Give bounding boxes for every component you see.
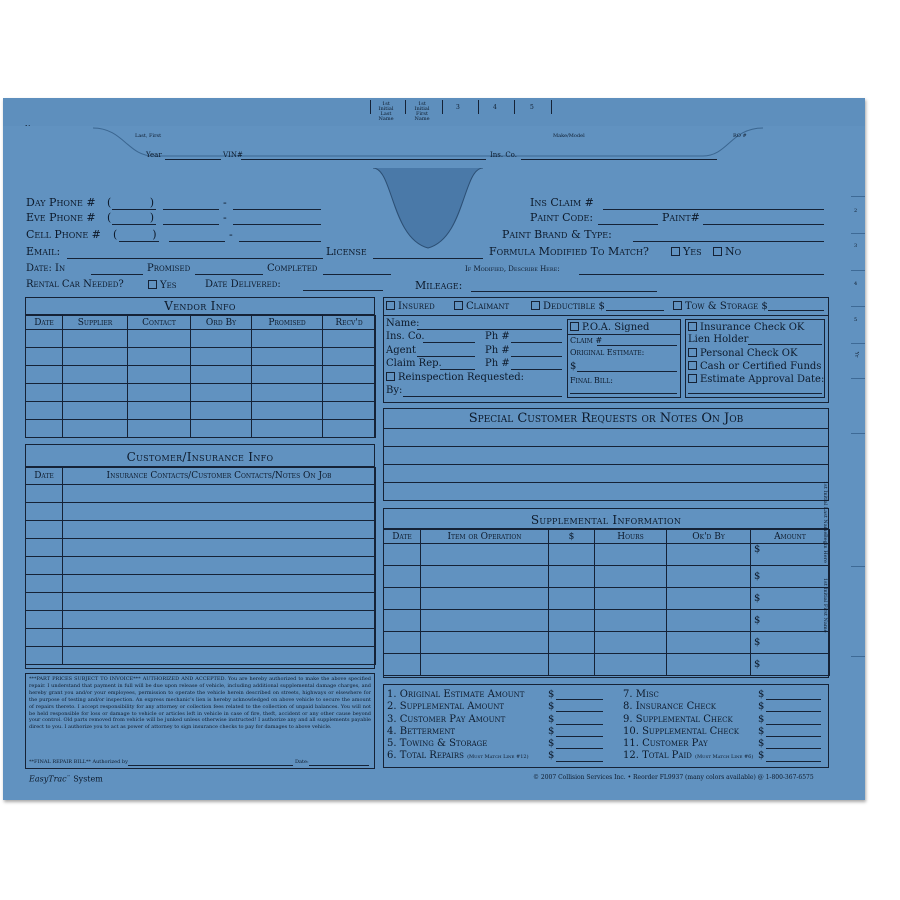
paint-brand-label: Paint Brand & Type:: [502, 228, 612, 241]
total-line-6: 6. Total Repairs: [387, 750, 464, 762]
tab-divider: [442, 100, 443, 114]
table-row: $: [384, 544, 830, 566]
paint-number-label: Paint#: [662, 211, 700, 224]
if-modified-label: If Modified, Describe Here:: [465, 265, 560, 273]
claim-rep-label: Claim Rep.: [386, 358, 442, 369]
supp-col-okd-by: Ok'd By: [667, 530, 751, 544]
total-line-4: 4. Betterment: [387, 725, 456, 737]
copyright-text: © 2007 Collision Services Inc. • Reorder FL9937 (many colors available) @ 1-800-367-6575: [533, 774, 814, 781]
personal-check-ok[interactable]: Personal Check OK: [688, 348, 797, 359]
mileage-label: Mileage:: [415, 279, 463, 292]
formula-yes-label: Yes: [683, 245, 702, 258]
total-line-8: 8. Insurance Check: [623, 701, 717, 713]
date-in-label: Date: In: [26, 263, 66, 274]
supp-col-amount: Amount: [751, 530, 830, 544]
ph3-label: Ph #: [485, 358, 510, 369]
ins-co-label-2: Ins. Co.: [386, 331, 425, 342]
auth-date-label: Date:: [295, 759, 309, 765]
totals-left: [387, 689, 529, 764]
table-row: [26, 611, 376, 629]
side-label-first-name: 1st Initial First Name: [822, 578, 828, 633]
customer-col-notes: Insurance Contacts/Customer Contacts/Notes On Job: [63, 468, 376, 485]
tab-label-2: 1st Initial First Name: [414, 101, 430, 122]
license-label: License: [326, 245, 367, 258]
ins-name-label: Name:: [386, 318, 420, 329]
rental-label: Rental Car Needed?: [26, 279, 124, 290]
side-label-begin-here: Begin Here: [822, 534, 828, 563]
vin-label: VIN#: [223, 151, 243, 159]
insured-check[interactable]: Insured: [386, 301, 435, 312]
year-label: Year: [146, 151, 162, 159]
totals-left-dollars: $ $ $ $ $ $: [548, 689, 555, 762]
supplemental-table: [383, 529, 830, 676]
date-delivered-label: Date Delivered:: [205, 279, 281, 290]
ph2-label: Ph #: [485, 345, 510, 356]
lien-holder-label: Lien Holder: [688, 334, 749, 345]
customer-info-title: Customer/Insurance Info: [126, 450, 274, 464]
ph1-label: Ph #: [485, 331, 510, 342]
table-row: [26, 575, 376, 593]
tab-divider: [405, 100, 406, 114]
vendor-col-date: Date: [26, 316, 63, 330]
table-row: $: [384, 566, 830, 588]
table-row: [26, 503, 376, 521]
total-line-12-note: (Must Match Line #6): [695, 754, 754, 761]
completed-label: Completed: [267, 263, 318, 274]
authorization-text: ***PART PRICES SUBJECT TO INVOICE*** AUTHORIZED AND ACCEPTED. You are hereby authorized to make the above specified repair. I understand that payment in full will be due upon release of vehicle, including additional supplemental damage charges, and hereby grant you and/or your employees, permission to operate the vehicle herein described on streets, highways or elsewhere for the purpose of testing and/or inspection. An express mechanic's lien is hereby acknowledged on above vehicle to secure the amount of repairs thereto. I accept responsibility for any attorney or collection fees related to the collection of unpaid balances. You will not be held responsible for loss or damage to vehicle or articles left in vehicle in case of fire, theft, accident or any other cause beyond your control. Old parts removed from vehicle will be junked unless otherwise instructed! I authorize any and all supplements payable direct to you. I authorize you to act as power of attorney to sign insurance checks to pay for damages to above vehicle.: [29, 676, 371, 731]
supp-col-date: Date: [384, 530, 421, 544]
supplemental-title: Supplemental Information: [530, 513, 682, 527]
ro-label: RO #: [733, 133, 747, 139]
table-row: $: [384, 610, 830, 632]
total-line-5: 5. Towing & Storage: [387, 738, 488, 750]
tab-label-5: 5: [530, 104, 534, 111]
cash-certified-check[interactable]: Cash or Certified Funds: [688, 361, 821, 372]
table-row: [26, 420, 376, 438]
supp-col-hours: Hours: [595, 530, 667, 544]
tab-divider: [551, 100, 552, 114]
tow-storage-check[interactable]: Tow & Storage $: [673, 301, 768, 312]
reinspection-check[interactable]: Reinspection Requested:: [386, 372, 524, 383]
vendor-info-title: Vendor Info: [164, 299, 236, 313]
totals-right: [623, 689, 753, 764]
day-phone-label: Day Phone #: [26, 196, 96, 209]
supp-col-item: Item or Operation: [421, 530, 549, 544]
side-label-last-name: 1st Initial Last Name: [822, 481, 828, 535]
vendor-col-contact: Contact: [128, 316, 191, 330]
front-pocket: Last, First Make/Model RO # Year VIN# Ins. Co. Day Phone # ( ) - Eve Phone # ( ) - Cell Phone # ( ) - Email: License Date: In Promised Completed Rental Car Needed? Yes Date Delivered: Ins Claim # Paint Code: Paint# Paint Brand & Type: Formula Modified To Match? Yes No If Modified, Describe Here: Mileage: Vendor Info Date Supplier Contact Ord By Promised Recv'd Customer/Insurance Info Date Insurance Contacts/Customer Contacts/Notes On Job ***PART PRICES SUBJECT TO INVOICE*** AUTHORIZED AND ACCEPTED. You are hereby authorized to make the above specified repair. I understand that payment in full will be due upon release of vehicle, including additional supplemental damage charges, and hereby grant you and/or your employees, permission to operate the vehicle herein described on streets, highways or elsewhere for the purpose of testing and/or inspection. An express mechanic's lien is hereby acknowledged on above vehicle to secure the amount of repairs thereto. I accept responsibility for any attorney or collection fees related to the collection of unpaid balances. You will not be held responsible for loss or damage to vehicle or articles left in vehicle in case of fire, theft, accident or any other cause beyond your control. Old parts removed from vehicle will be junked unless otherwise instructed! I authorize any and all supplements payable direct to you. I authorize you to act as power of attorney to sign insurance checks to pay for damages to above vehicle. **FINAL REPAIR BILL** Authorized by Date: EasyTrac™ System Insured Claimant Deductible $ Tow & Storage $ Name: Ins. Co. Ph # Agent Ph # Claim Rep. Ph # Reinspection Requested: By: P.O.A. Signed Claim # Original Estimate: $ Final Bill: Insurance Check OK Lien Holder Personal Check OK Cash or Certified Funds Estimate Approval Date: Special Customer Requests or Notes On Job Supplemental Information Date Item or Operation $ Hours Ok'd By Amount $ $ $ $ $ $ 1. Original Estimate Amount 2. Supplemental Amount 3. Customer Pay Amount 4. Betterment 5. Towing & Storage 6. Total Repairs (Must Match Line #12) $ $ $ $ $ $ 7. Misc 8. Insurance Check 9. Supplemental Check 10. Supplemental Check 11. Customer Pay 12. Total Paid (Must Match Line #6) $ $ $ $ $ $ © 2007 Collision Services Inc. • Reorder FL9937 (many colors available) @ 1-800-367-6575 2 3 4 5 Yr 1st Initial Last Name Begin Here 1st Initial First Name: [3, 126, 865, 800]
deductible-check[interactable]: Deductible $: [531, 301, 605, 312]
total-line-12: 12. Total Paid: [623, 750, 692, 762]
supp-col-dollar: $: [549, 530, 595, 544]
table-row: [26, 593, 376, 611]
tab-label-3: 3: [456, 104, 460, 111]
poa-check[interactable]: P.O.A. Signed: [570, 322, 649, 333]
agent-label: Agent: [386, 345, 416, 356]
customer-table: [25, 467, 376, 665]
table-row: [26, 629, 376, 647]
insurance-check-ok[interactable]: Insurance Check OK: [688, 322, 804, 333]
brand-logo: EasyTrac™ System: [29, 774, 103, 784]
total-line-3: 3. Customer Pay Amount: [387, 713, 506, 725]
total-line-7: 7. Misc: [623, 689, 659, 700]
customer-col-date: Date: [26, 468, 63, 485]
tab-divider: [514, 100, 515, 114]
total-line-10: 10. Supplemental Check: [623, 725, 740, 737]
ins-claim-label: Ins Claim #: [530, 196, 594, 209]
table-row: [26, 366, 376, 384]
tab-label-1: 1st Initial Last Name: [378, 101, 394, 122]
vendor-col-supplier: Supplier: [63, 316, 128, 330]
vendor-col-ordby: Ord By: [191, 316, 252, 330]
total-line-2: 2. Supplemental Amount: [387, 701, 505, 713]
make-model-label: Make/Model: [553, 133, 585, 139]
table-row: [26, 521, 376, 539]
table-row: $: [384, 632, 830, 654]
table-row: $: [384, 654, 830, 676]
table-row: [26, 348, 376, 366]
final-repair-label: **FINAL REPAIR BILL** Authorized by: [29, 759, 128, 765]
vendor-col-recvd: Recv'd: [323, 316, 376, 330]
vendor-col-promised: Promised: [252, 316, 323, 330]
total-line-6-note: (Must Match Line #12): [467, 754, 529, 761]
total-line-9: 9. Supplemental Check: [623, 713, 733, 725]
file-folder: [3, 98, 865, 800]
table-row: [26, 402, 376, 420]
tab-label-4: 4: [493, 104, 497, 111]
table-row: $: [384, 588, 830, 610]
promised-label: Promised: [147, 263, 191, 274]
claimant-check[interactable]: Claimant: [454, 301, 509, 312]
table-row: [26, 647, 376, 665]
totals-right-dollars: $ $ $ $ $ $: [758, 689, 765, 762]
claim-no-label: Claim #: [570, 336, 603, 345]
estimate-approval-check[interactable]: Estimate Approval Date:: [688, 374, 824, 385]
rental-yes-label: Yes: [160, 280, 177, 291]
email-label: Email:: [26, 245, 61, 258]
total-line-1: 1. Original Estimate Amount: [387, 689, 525, 700]
last-first-label: Last, First: [135, 133, 162, 139]
paint-code-label: Paint Code:: [530, 211, 594, 224]
vendor-table: [25, 315, 376, 438]
estimate-dollar: $: [570, 361, 577, 372]
table-row: [26, 557, 376, 575]
by-label: By:: [386, 385, 403, 396]
final-bill-label: Final Bill:: [570, 376, 613, 385]
tab-divider: [370, 100, 371, 114]
table-row: [26, 330, 376, 348]
table-row: [26, 384, 376, 402]
formula-no-label: No: [725, 245, 742, 258]
cell-phone-label: Cell Phone #: [26, 228, 101, 241]
special-requests-title: Special Customer Requests or Notes On Job: [468, 411, 744, 426]
formula-label: Formula Modified To Match?: [489, 245, 649, 258]
tab-divider: [478, 100, 479, 114]
total-line-11: 11. Customer Pay: [623, 738, 708, 750]
ins-co-label: Ins. Co.: [490, 151, 517, 159]
original-estimate-label: Original Estimate:: [570, 348, 645, 357]
table-row: [26, 485, 376, 503]
table-row: [26, 539, 376, 557]
eve-phone-label: Eve Phone #: [26, 211, 96, 224]
